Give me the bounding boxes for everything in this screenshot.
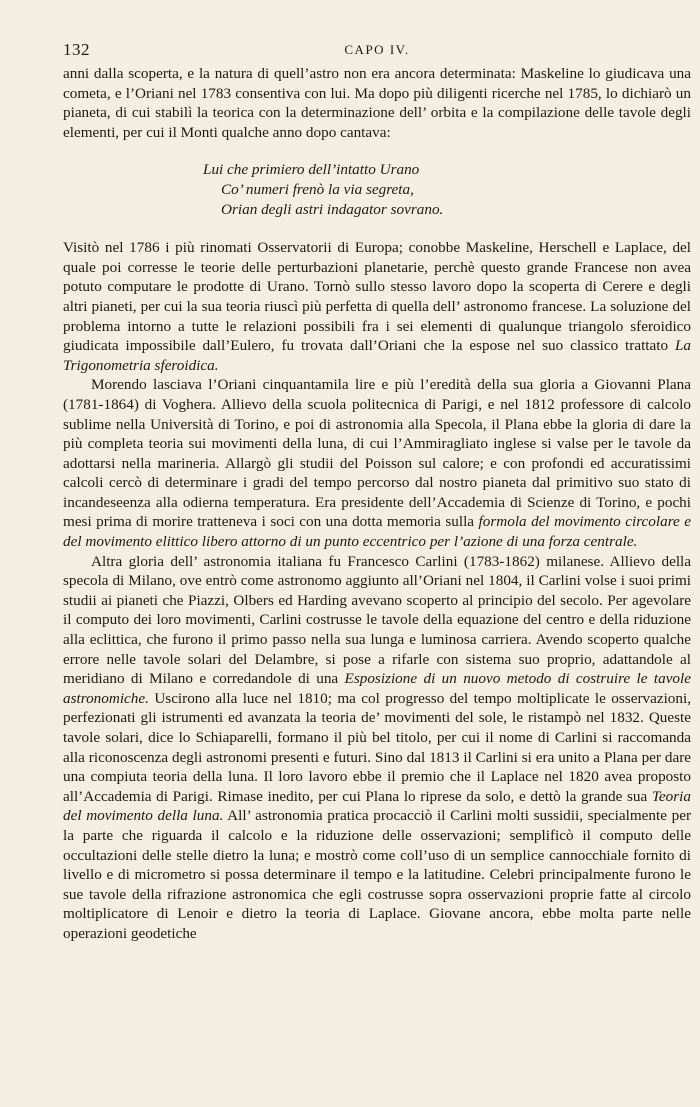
paragraph-oriani-uranus: anni dalla scoperta, e la natura di quell’astro non era ancora determinata: Maskeline lo giudicava una cometa, e l’Oriani nel 1783 consentiva con lui. Ma dopo più diligenti ricerche nel 1785, lo dichiarò un pianeta, di cui stabilì la teorica con la determinazione dell’ orbita e la compilazione delle tavole degli elementi, per cui il Monti qualche anno dopo cantava: (63, 65, 691, 141)
verse-line-3: Orian degli astri indagator sovrano. (221, 200, 444, 218)
paragraph-oriani-travels (63, 238, 691, 375)
paragraph-text: Altra gloria dell’ astronomia italiana fu Francesco Carlini (1783-1862) milanese. Allievo della specola di Milano, ove entrò come astronomo aggiunto all’Oriani nel 1804, il Carlini volse i suoi primi studii ai pianeti che Piazzi, Olbers ed Harding avevano scoperto al principio del secolo. Per agevolare il computo dei loro movimenti, Carlini costrusse le tavole della equazione del centro e della riduzione alla eclittica, che furono il primo passo nella sua lunga e luminosa carriera. Avendo scoperto qualche errore nelle tavole solari del Delambre, si pose a rifarle con sistema suo proprio, adattandole al meridiano di Milano e corredandole di una (63, 552, 691, 688)
book-title-esposizione: Esposizione di un nuovo metodo di costruire le tavole astronomiche. (63, 670, 691, 707)
running-title: CAPO IV. (344, 42, 410, 57)
page-number: 132 (63, 40, 90, 59)
paragraph-plana (63, 375, 691, 551)
verse-line-2: Co’ numeri frenò la via segreta, (221, 180, 414, 198)
paragraph-text: Morendo lasciava l’Oriani cinquantamila lire e più l’eredità della sua gloria a Giovanni Plana (1781-1864) di Voghera. Allievo della scuola politecnica di Parigi, e nel 1812 professore di calcolo sublime nella Università di Torino, e poi di astronomia alla Specola, il Plana ebbe la gloria di dare la più completa teoria sui movimenti della luna, di cui l’Ammiragliato inglese si valse per le tavole da adottarsi nella marineria. Allargò gli studii del Poisson sul calore; e con profondi ed accuratissimi calcoli cercò di determinare i gradi del tempo percorso dal nostro pianeta dal primitivo suo stato di incandeseenza alla odierna temperatura. Era presidente dell’Accademia di Scienze di Torino, e pochi mesi prima di morire tratteneva i soci con una dotta memoria sulla (63, 376, 691, 531)
book-page (63, 40, 691, 944)
paragraph-text: Uscirono alla luce nel 1810; ma col progresso del tempo moltiplicate le osservazioni, perfezionati gli istrumenti ed avanzata la teoria de’ movimenti del sole, le ristampò nel 1832. Queste tavole solari, dice lo Schiaparelli, formano il più bel titolo, per cui il nome di Carlini si raccomanda alla riconoscenza degli astronomi presenti e futuri. Sino dal 1813 il Carlini si era unito a Plana per dare una compiuta teoria della luna. Il loro lavoro ebbe il premio che il Laplace nel 1820 avea proposto all’Accademia di Parigi. Rimase inedito, per cui Plana lo riprese da solo, e dettò la grande sua (63, 689, 691, 805)
paragraph-carlini (63, 552, 691, 944)
paragraph-text: All’ astronomia pratica procacciò il Carlini molti sussidii, specialmente per la parte che riguarda il calcolo e la riduzione delle osservazioni; semplificò il computo delle occultazioni delle stelle dietro la luna; e mostrò come coll’uso di un semplice cannocchiale fornito di livello e di micrometro si possa determinare il tempo e la latitudine. Celebri principalmente furono le sue tavole della rifrazione astronomica che egli costrusse sopra osservazioni proprie fatte al circolo moltiplicatore di Lenoir e dietro la teoria di Laplace. Giovane ancora, ebbe molta parte nelle operazioni geodetiche (63, 807, 691, 942)
page-header (63, 40, 691, 64)
verse-line-1: Lui che primiero dell’intatto Urano (203, 161, 420, 179)
book-title-trigonometria: La Trigonometria sferoidica. (63, 337, 691, 374)
book-title-teoria-luna: Teoria del movimento della luna. (63, 787, 691, 825)
verse-quotation-monti (203, 160, 691, 219)
memoir-title-formola: formola del movimento circolare e del movimento elittico libero attorno di un punto eccentrico per l’azione di una forza centrale. (63, 513, 691, 551)
paragraph-text: Visitò nel 1786 i più rinomati Osservatorii di Europa; conobbe Maskeline, Herschell e Laplace, del quale poi corresse le teorie delle perturbazioni planetarie, perchè questo grande Francese non avea potuto computare le prodotte di Urano. Tornò sullo stesso lavoro dopo la scoperta di Cerere e degli altri pianeti, per cui la sua teoria riuscì più perfetta di quella dell’ astronomo francese. La soluzione del problema intorno a tutte le relazioni possibili fra i sei elementi di qualunque triangolo sferoidico giudicata impossibile dall’Eulero, fu trovata dall’Oriani che la espose nel suo classico trattato (63, 239, 691, 355)
